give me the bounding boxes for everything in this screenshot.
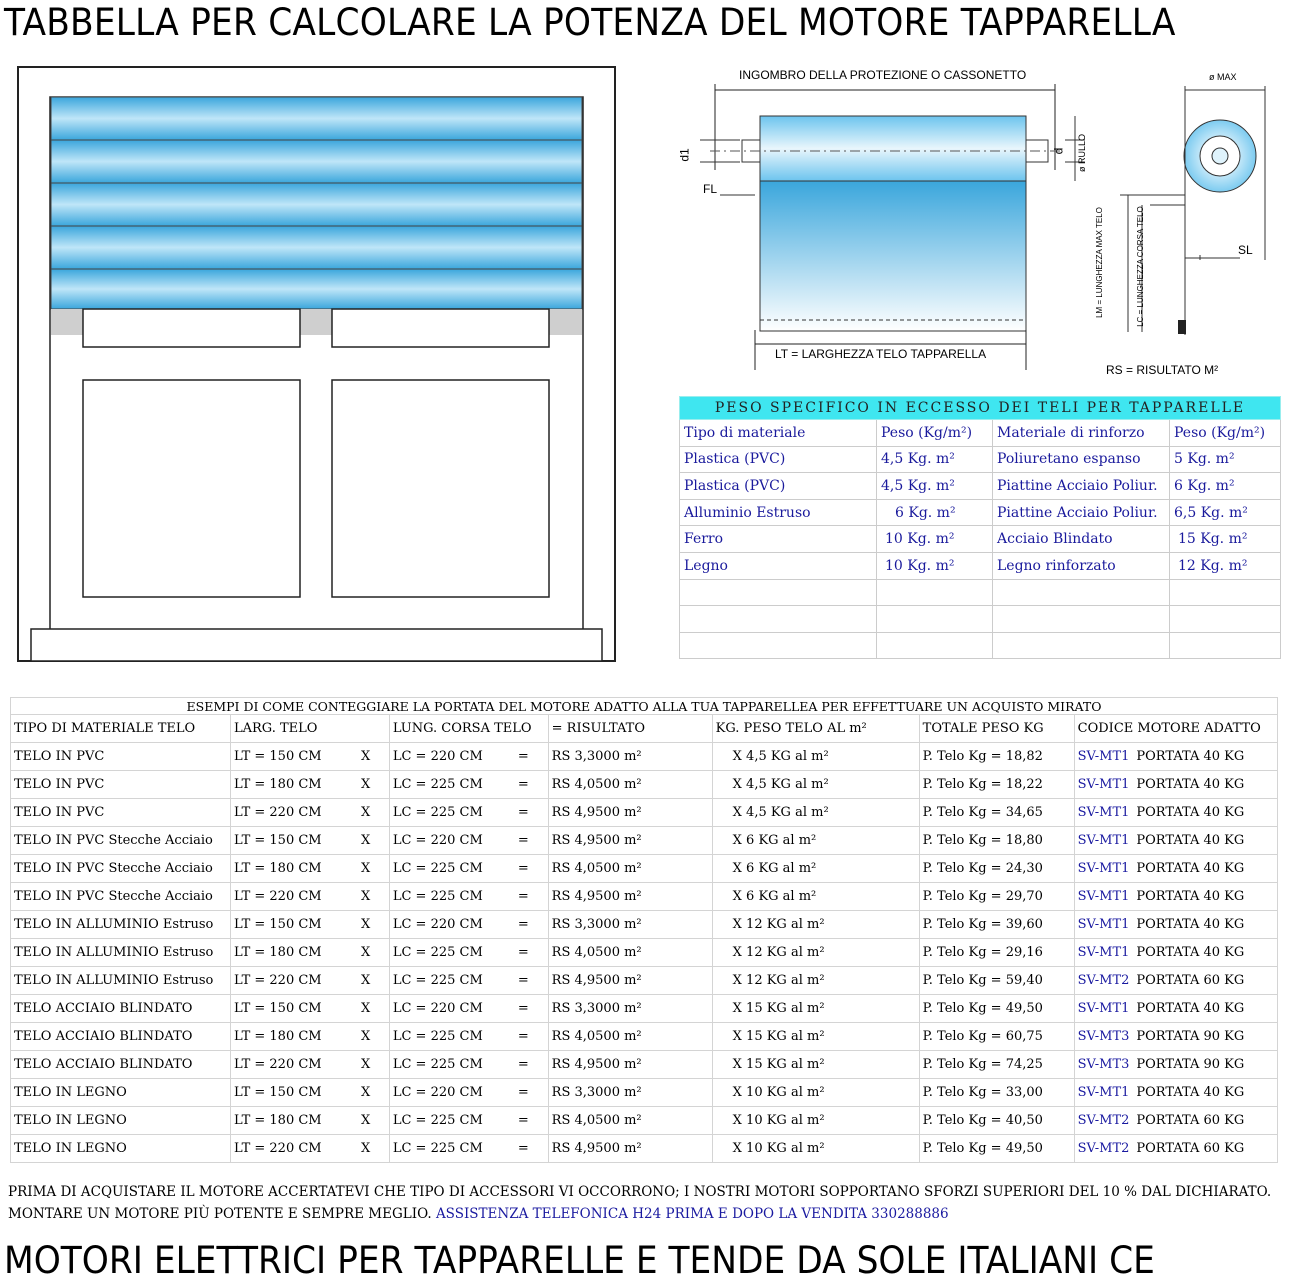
diagram-label-lt: LT = LARGHEZZA TELO TAPPARELLA	[775, 347, 987, 361]
cell-lung: LC = 225 CM	[389, 1135, 506, 1163]
cell-portata: PORTATA 40 KG	[1132, 883, 1277, 911]
table-row	[680, 552, 1281, 579]
table-row	[11, 827, 1278, 855]
cell-lung: LC = 225 CM	[389, 939, 506, 967]
cell-eq: =	[506, 1107, 548, 1135]
cell-code: SV-MT1	[1074, 827, 1132, 855]
cell-totale: P. Telo Kg = 39,60	[919, 911, 1074, 939]
cell-eq: =	[506, 967, 548, 995]
cell-tipo: TELO IN LEGNO	[11, 1135, 231, 1163]
col-header-kg: KG. PESO TELO AL m²	[712, 715, 919, 743]
cell-x: X	[347, 995, 389, 1023]
cell-risultato: RS 4,0500 m²	[548, 855, 712, 883]
cell-x: X	[347, 771, 389, 799]
table-row	[680, 446, 1281, 473]
peso-table-header: PESO SPECIFICO IN ECCESSO DEI TELI PER TAPPARELLE	[680, 397, 1281, 420]
cell-eq: =	[506, 883, 548, 911]
cell-portata: PORTATA 40 KG	[1132, 771, 1277, 799]
cell-tipo: TELO IN PVC	[11, 771, 231, 799]
cell	[993, 579, 1170, 606]
cell: Plastica (PVC)	[680, 446, 877, 473]
cell-larg: LT = 220 CM	[231, 967, 348, 995]
table-row	[680, 499, 1281, 526]
cell-tipo: TELO IN PVC Stecche Acciaio	[11, 827, 231, 855]
cell-x: X	[347, 939, 389, 967]
assistance-text: ASSISTENZA TELEFONICA H24 PRIMA E DOPO LA VENDITA 330288886	[435, 1206, 949, 1222]
cell	[877, 606, 993, 633]
cell-eq: =	[506, 1023, 548, 1051]
cell-tipo: TELO ACCIAIO BLINDATO	[11, 1023, 231, 1051]
cell-tipo: TELO IN LEGNO	[11, 1079, 231, 1107]
table-row	[11, 911, 1278, 939]
peso-table-column-headers	[680, 420, 1281, 447]
cell-risultato: RS 4,0500 m²	[548, 1107, 712, 1135]
cell-larg: LT = 150 CM	[231, 1079, 348, 1107]
cell-code: SV-MT1	[1074, 743, 1132, 771]
cell-eq: =	[506, 1135, 548, 1163]
cell-tipo: TELO IN PVC	[11, 799, 231, 827]
table-row	[11, 883, 1278, 911]
cell-lung: LC = 220 CM	[389, 827, 506, 855]
cell-code: SV-MT1	[1074, 939, 1132, 967]
cell: 15 Kg. m²	[1170, 526, 1281, 553]
table-row	[11, 1107, 1278, 1135]
cell-larg: LT = 150 CM	[231, 743, 348, 771]
cell-x: X	[347, 1023, 389, 1051]
peso-specifico-table	[679, 396, 1281, 659]
cell	[1170, 579, 1281, 606]
cell-code: SV-MT1	[1074, 799, 1132, 827]
cell-tipo: TELO IN PVC	[11, 743, 231, 771]
cell-lung: LC = 220 CM	[389, 1079, 506, 1107]
table-row	[680, 606, 1281, 633]
cell-tipo: TELO IN LEGNO	[11, 1107, 231, 1135]
cell-portata: PORTATA 40 KG	[1132, 743, 1277, 771]
cell	[680, 606, 877, 633]
cell: 10 Kg. m²	[877, 552, 993, 579]
cell-larg: LT = 180 CM	[231, 1023, 348, 1051]
col-header-peso-rinforzo: Peso (Kg/m²)	[1170, 420, 1281, 447]
cell	[1170, 606, 1281, 633]
cell-risultato: RS 3,3000 m²	[548, 1079, 712, 1107]
col-header-totale: TOTALE PESO KG	[919, 715, 1074, 743]
table-row	[680, 526, 1281, 553]
cell-lung: LC = 225 CM	[389, 967, 506, 995]
cell-code: SV-MT3	[1074, 1023, 1132, 1051]
table-row	[11, 1135, 1278, 1163]
table-row	[11, 771, 1278, 799]
cell-x: X	[347, 1079, 389, 1107]
col-header-tipo: Tipo di materiale	[680, 420, 877, 447]
diagram-label-d: d	[1051, 147, 1066, 155]
cell: 6 Kg. m²	[1170, 473, 1281, 500]
diagram-label-lc: LC = LUNGHEZZA CORSA TELO	[1135, 206, 1145, 327]
cell-eq: =	[506, 771, 548, 799]
table-row	[11, 1051, 1278, 1079]
cell-eq: =	[506, 939, 548, 967]
cell-tipo: TELO IN PVC Stecche Acciaio	[11, 883, 231, 911]
cell-lung: LC = 225 CM	[389, 799, 506, 827]
cell-eq: =	[506, 995, 548, 1023]
cell: 4,5 Kg. m²	[877, 446, 993, 473]
cell-portata: PORTATA 90 KG	[1132, 1051, 1277, 1079]
col-header-tipo-telo: TIPO DI MATERIALE TELO	[11, 715, 231, 743]
cell: 6 Kg. m²	[877, 499, 993, 526]
cell: 12 Kg. m²	[1170, 552, 1281, 579]
cell-larg: LT = 150 CM	[231, 995, 348, 1023]
col-header-rinforzo: Materiale di rinforzo	[993, 420, 1170, 447]
disclaimer-note	[8, 1181, 1288, 1225]
cell-risultato: RS 3,3000 m²	[548, 743, 712, 771]
cell-totale: P. Telo Kg = 24,30	[919, 855, 1074, 883]
cell-kg: X 10 KG al m²	[712, 1107, 919, 1135]
cell-lung: LC = 220 CM	[389, 995, 506, 1023]
cell-portata: PORTATA 60 KG	[1132, 1107, 1277, 1135]
cell-larg: LT = 180 CM	[231, 855, 348, 883]
cell-larg: LT = 220 CM	[231, 799, 348, 827]
cell-totale: P. Telo Kg = 18,22	[919, 771, 1074, 799]
col-header-lung: LUNG. CORSA TELO	[389, 715, 548, 743]
cell	[680, 579, 877, 606]
cell-lung: LC = 225 CM	[389, 771, 506, 799]
cell: Ferro	[680, 526, 877, 553]
cell-larg: LT = 220 CM	[231, 1051, 348, 1079]
table-row	[11, 799, 1278, 827]
cell-eq: =	[506, 1079, 548, 1107]
cell-larg: LT = 180 CM	[231, 1107, 348, 1135]
cell-risultato: RS 4,9500 m²	[548, 967, 712, 995]
esempi-caption: ESEMPI DI COME CONTEGGIARE LA PORTATA DEL MOTORE ADATTO ALLA TUA TAPPARELLEA PER EFFETTUARE UN ACQUISTO MIRATO	[11, 698, 1278, 715]
cell-totale: P. Telo Kg = 33,00	[919, 1079, 1074, 1107]
cell-risultato: RS 4,9500 m²	[548, 1051, 712, 1079]
diagram-label-rullo: ø RULLO	[1077, 133, 1088, 173]
cell: Piattine Acciaio Poliur.	[993, 499, 1170, 526]
cell-larg: LT = 150 CM	[231, 911, 348, 939]
cell-code: SV-MT1	[1074, 771, 1132, 799]
cell-code: SV-MT2	[1074, 967, 1132, 995]
cell-larg: LT = 180 CM	[231, 771, 348, 799]
cell-kg: X 12 KG al m²	[712, 939, 919, 967]
window-shutter-illustration	[14, 64, 618, 664]
cell-larg: LT = 220 CM	[231, 883, 348, 911]
cell: Plastica (PVC)	[680, 473, 877, 500]
cell-code: SV-MT1	[1074, 883, 1132, 911]
cell-tipo: TELO IN ALLUMINIO Estruso	[11, 911, 231, 939]
cell-x: X	[347, 855, 389, 883]
cell-risultato: RS 4,0500 m²	[548, 1023, 712, 1051]
cell-eq: =	[506, 827, 548, 855]
table-row	[11, 1079, 1278, 1107]
cell-kg: X 4,5 KG al m²	[712, 799, 919, 827]
diagram-label-lm: LM = LUNGHEZZA MAX TELO	[1094, 207, 1104, 318]
col-header-peso: Peso (Kg/m²)	[877, 420, 993, 447]
cell-portata: PORTATA 40 KG	[1132, 855, 1277, 883]
cell-tipo: TELO IN PVC Stecche Acciaio	[11, 855, 231, 883]
cell-kg: X 15 KG al m²	[712, 995, 919, 1023]
cell-risultato: RS 4,0500 m²	[548, 771, 712, 799]
cell: Legno rinforzato	[993, 552, 1170, 579]
cell-portata: PORTATA 60 KG	[1132, 1135, 1277, 1163]
diagram-label-fl: FL	[703, 182, 718, 196]
cell-x: X	[347, 799, 389, 827]
cell-kg: X 10 KG al m²	[712, 1079, 919, 1107]
cell-code: SV-MT1	[1074, 855, 1132, 883]
diagram-label-d1: d1	[677, 148, 692, 162]
cell-risultato: RS 4,9500 m²	[548, 883, 712, 911]
cell-lung: LC = 225 CM	[389, 855, 506, 883]
col-header-larg: LARG. TELO	[231, 715, 390, 743]
table-row	[11, 939, 1278, 967]
cell-tipo: TELO ACCIAIO BLINDATO	[11, 995, 231, 1023]
cell-portata: PORTATA 40 KG	[1132, 911, 1277, 939]
cell-portata: PORTATA 60 KG	[1132, 967, 1277, 995]
cell-code: SV-MT1	[1074, 1079, 1132, 1107]
cell-risultato: RS 4,0500 m²	[548, 939, 712, 967]
cell-kg: X 15 KG al m²	[712, 1051, 919, 1079]
cell-code: SV-MT3	[1074, 1051, 1132, 1079]
table-row	[680, 473, 1281, 500]
cell-portata: PORTATA 40 KG	[1132, 1079, 1277, 1107]
cell-totale: P. Telo Kg = 34,65	[919, 799, 1074, 827]
cell-totale: P. Telo Kg = 18,82	[919, 743, 1074, 771]
diagram-label-sl: SL	[1238, 243, 1253, 257]
esempi-column-headers	[11, 715, 1278, 743]
cell: Piattine Acciaio Poliur.	[993, 473, 1170, 500]
cell-totale: P. Telo Kg = 49,50	[919, 1135, 1074, 1163]
cell-code: SV-MT2	[1074, 1107, 1132, 1135]
cell: 6,5 Kg. m²	[1170, 499, 1281, 526]
cell-eq: =	[506, 1051, 548, 1079]
cell-x: X	[347, 1107, 389, 1135]
cell-larg: LT = 150 CM	[231, 827, 348, 855]
cell-totale: P. Telo Kg = 29,16	[919, 939, 1074, 967]
cell-tipo: TELO IN ALLUMINIO Estruso	[11, 967, 231, 995]
cell-tipo: TELO IN ALLUMINIO Estruso	[11, 939, 231, 967]
cell-lung: LC = 225 CM	[389, 883, 506, 911]
cell-portata: PORTATA 40 KG	[1132, 799, 1277, 827]
cell-x: X	[347, 967, 389, 995]
cell	[993, 606, 1170, 633]
cell-code: SV-MT1	[1074, 911, 1132, 939]
cell-lung: LC = 225 CM	[389, 1107, 506, 1135]
cell-kg: X 4,5 KG al m²	[712, 771, 919, 799]
cell-lung: LC = 220 CM	[389, 743, 506, 771]
cell-risultato: RS 3,3000 m²	[548, 995, 712, 1023]
cell-eq: =	[506, 743, 548, 771]
note-text: PRIMA DI ACQUISTARE IL MOTORE ACCERTATEVI CHE TIPO DI ACCESSORI VI OCCORRONO; I NOSTRI MOTORI SOPPORTANO SFORZI SUPERIORI DEL 10 % DAL DICHIARATO. MONTARE UN MOTORE PIÙ POTENTE E SEMPRE MEGLIO.	[8, 1184, 1272, 1222]
cell-portata: PORTATA 40 KG	[1132, 827, 1277, 855]
diagram-label-ingombro: INGOMBRO DELLA PROTEZIONE O CASSONETTO	[739, 68, 1027, 82]
cell-kg: X 12 KG al m²	[712, 967, 919, 995]
cell-totale: P. Telo Kg = 49,50	[919, 995, 1074, 1023]
cell-portata: PORTATA 40 KG	[1132, 939, 1277, 967]
cell-kg: X 15 KG al m²	[712, 1023, 919, 1051]
cell-lung: LC = 225 CM	[389, 1051, 506, 1079]
cell	[993, 632, 1170, 659]
table-row	[11, 1023, 1278, 1051]
cell: 4,5 Kg. m²	[877, 473, 993, 500]
cell-risultato: RS 3,3000 m²	[548, 911, 712, 939]
cell: Acciaio Blindato	[993, 526, 1170, 553]
cell-eq: =	[506, 855, 548, 883]
cell: 10 Kg. m²	[877, 526, 993, 553]
cell-totale: P. Telo Kg = 29,70	[919, 883, 1074, 911]
cell-x: X	[347, 911, 389, 939]
cell-eq: =	[506, 799, 548, 827]
cell-kg: X 6 KG al m²	[712, 883, 919, 911]
col-header-risultato: = RISULTATO	[548, 715, 712, 743]
diagram-label-rs: RS = RISULTATO M²	[1106, 363, 1219, 377]
cell-totale: P. Telo Kg = 59,40	[919, 967, 1074, 995]
table-row	[680, 632, 1281, 659]
cell: 5 Kg. m²	[1170, 446, 1281, 473]
cell	[1170, 632, 1281, 659]
cell-risultato: RS 4,9500 m²	[548, 1135, 712, 1163]
footer-title: MOTORI ELETTRICI PER TAPPARELLE E TENDE DA SOLE ITALIANI CE	[4, 1239, 1155, 1282]
cell	[680, 632, 877, 659]
cell-portata: PORTATA 40 KG	[1132, 995, 1277, 1023]
cell-kg: X 10 KG al m²	[712, 1135, 919, 1163]
cell-totale: P. Telo Kg = 74,25	[919, 1051, 1074, 1079]
cell-lung: LC = 225 CM	[389, 1023, 506, 1051]
table-row	[11, 967, 1278, 995]
cell: Alluminio Estruso	[680, 499, 877, 526]
cell-totale: P. Telo Kg = 60,75	[919, 1023, 1074, 1051]
cell-risultato: RS 4,9500 m²	[548, 799, 712, 827]
cell-kg: X 6 KG al m²	[712, 855, 919, 883]
cell-code: SV-MT1	[1074, 995, 1132, 1023]
cell-x: X	[347, 743, 389, 771]
col-header-codice: CODICE MOTORE ADATTO	[1074, 715, 1277, 743]
table-row	[680, 579, 1281, 606]
cell-code: SV-MT2	[1074, 1135, 1132, 1163]
cell-totale: P. Telo Kg = 40,50	[919, 1107, 1074, 1135]
roller-technical-diagram	[677, 80, 1280, 380]
cell: Legno	[680, 552, 877, 579]
cell-kg: X 4,5 KG al m²	[712, 743, 919, 771]
page-title: TABBELLA PER CALCOLARE LA POTENZA DEL MOTORE TAPPARELLA	[4, 1, 1176, 44]
cell-kg: X 12 KG al m²	[712, 911, 919, 939]
table-row	[11, 743, 1278, 771]
cell	[877, 579, 993, 606]
cell-x: X	[347, 883, 389, 911]
cell-risultato: RS 4,9500 m²	[548, 827, 712, 855]
cell-eq: =	[506, 911, 548, 939]
cell-kg: X 6 KG al m²	[712, 827, 919, 855]
cell	[877, 632, 993, 659]
cell-x: X	[347, 1051, 389, 1079]
cell-portata: PORTATA 90 KG	[1132, 1023, 1277, 1051]
cell-x: X	[347, 1135, 389, 1163]
esempi-table	[10, 697, 1278, 1163]
cell-lung: LC = 220 CM	[389, 911, 506, 939]
cell-larg: LT = 220 CM	[231, 1135, 348, 1163]
cell-totale: P. Telo Kg = 18,80	[919, 827, 1074, 855]
cell: Poliuretano espanso	[993, 446, 1170, 473]
cell-larg: LT = 180 CM	[231, 939, 348, 967]
cell-tipo: TELO ACCIAIO BLINDATO	[11, 1051, 231, 1079]
diagram-label-max: ø MAX	[1209, 72, 1237, 82]
table-row	[11, 855, 1278, 883]
table-row	[11, 995, 1278, 1023]
cell-x: X	[347, 827, 389, 855]
